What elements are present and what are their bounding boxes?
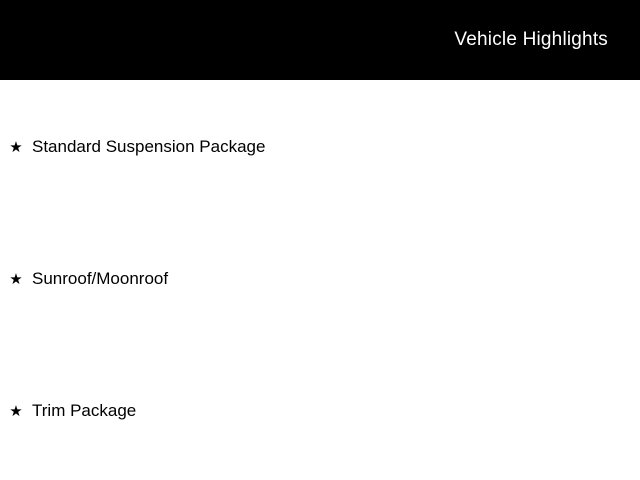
- page-header: [0, 0, 640, 80]
- highlights-list: [0, 80, 640, 480]
- star-icon: ★: [9, 403, 23, 420]
- page-title: Vehicle Highlights: [454, 28, 608, 50]
- list-item: [8, 138, 265, 155]
- star-icon: ★: [9, 271, 23, 288]
- list-item-label: Standard Suspension Package: [32, 137, 266, 156]
- list-item-label: Sunroof/Moonroof: [32, 269, 169, 288]
- list-item: [8, 402, 136, 419]
- list-item: [8, 270, 168, 287]
- list-item-label: Trim Package: [32, 401, 137, 420]
- star-icon: ★: [9, 139, 23, 156]
